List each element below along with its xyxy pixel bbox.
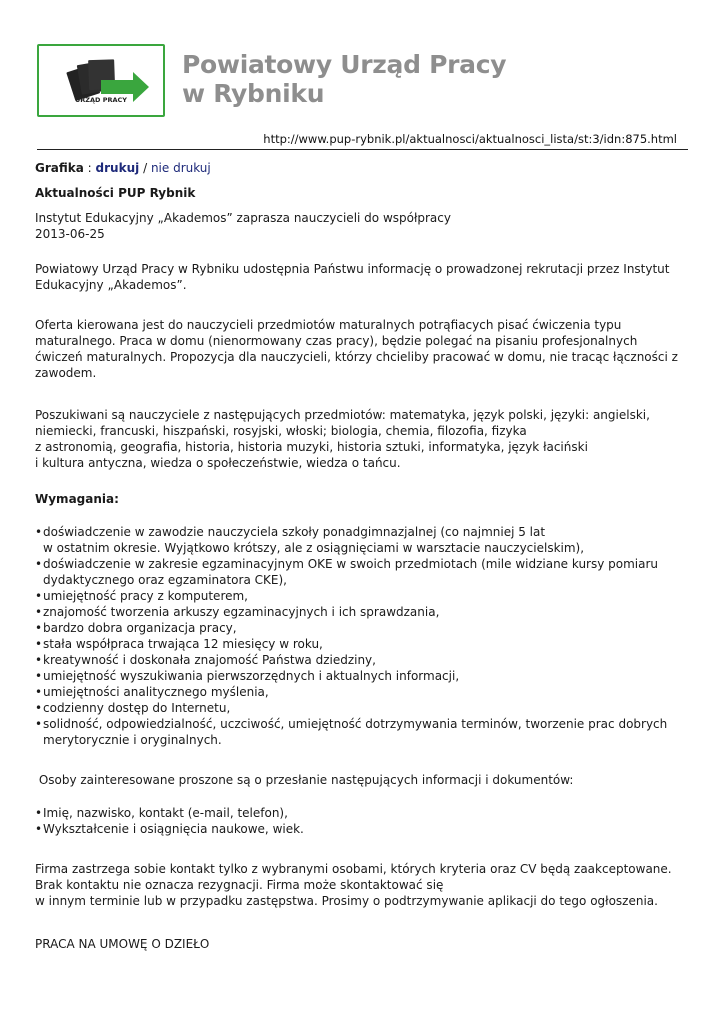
article-subjects	[35, 407, 685, 471]
documents-list	[35, 805, 685, 837]
no-print-link[interactable]: nie drukuj	[150, 161, 211, 175]
page-url: http://www.pup-rybnik.pl/aktualnosci/aktualnosci_lista/st:3/idn:875.html	[263, 132, 677, 146]
subjects-line-1: Poszukiwani są nauczyciele z następujących przedmiotów: matematyka, język polski, języki: angielski, niemiecki, francuski, hiszpański, rosyjski, włoski; biologia, chemia, filozofia, fizyka	[35, 408, 650, 438]
article-title: Instytut Edukacyjny „Akademos” zaprasza nauczycieli do współpracy	[35, 211, 451, 225]
graphics-label: Grafika	[35, 161, 84, 175]
page-header	[37, 44, 677, 119]
requirements-list	[35, 524, 685, 748]
list-item: • kreatywność i doskonała znajomość Państwa dziedziny,	[35, 652, 685, 668]
requirement-continuation: w ostatnim okresie. Wyjątkowo krótszy, ale z osiągnięciami w warsztacie nauczycielskim),	[43, 541, 585, 555]
list-item: • Wykształcenie i osiągnięcia naukowe, wiek.	[35, 821, 685, 837]
subjects-line-3: i kultura antyczna, wiedza o społeczeństwie, wiedza o tańcu.	[35, 456, 401, 470]
brand-name	[182, 50, 506, 108]
brand-line-2: w Rybniku	[182, 79, 325, 108]
list-item: • umiejętność pracy z komputerem,	[35, 588, 685, 604]
graphics-separator: :	[87, 161, 92, 175]
list-item: • Imię, nazwisko, kontakt (e-mail, telefon),	[35, 805, 685, 821]
list-item: • codzienny dostęp do Internetu,	[35, 700, 685, 716]
logo-cards-arrow-icon	[39, 46, 163, 115]
list-item: • umiejętność wyszukiwania pierwszorzędnych i aktualnych informacji,	[35, 668, 685, 684]
logo-label: URZĄD PRACY	[75, 96, 127, 104]
list-item: • stała współpraca trwająca 12 miesięcy w roku,	[35, 636, 685, 652]
graphics-slash: /	[143, 161, 148, 175]
article-offer: Oferta kierowana jest do nauczycieli przedmiotów maturalnych potrąfiacych pisać ćwiczenia typu maturalnego. Praca w domu (nienormowany czas pracy), będzie polegać na pisaniu profesjonalnych ćwiczeń maturalnych. Propozycja dla nauczycieli, którzy chcieliby pracować w domu, nie tracąc łączności z zawodem.	[35, 318, 678, 380]
list-item: • bardzo dobra organizacja pracy,	[35, 620, 685, 636]
contract-type: PRACA NA UMOWĘ O DZIEŁO	[35, 937, 210, 951]
brand-line-1: Powiatowy Urząd Pracy	[182, 50, 507, 79]
article-content	[35, 160, 685, 952]
list-item: • solidność, odpowiedzialność, uczciwość, umiejętność dotrzymywania terminów, tworzenie prac dobrych merytorycznie i oryginalnych.	[35, 716, 685, 748]
header-divider	[37, 149, 688, 150]
graphics-toggle	[35, 160, 685, 176]
print-link[interactable]: drukuj	[95, 161, 140, 175]
list-item: • doświadczenie w zakresie egzaminacyjnym OKE w swoich przedmiotach (mile widziane kursy pomiaru dydaktycznego oraz egzaminatora CKE),	[35, 556, 685, 588]
article-date: 2013-06-25	[35, 227, 105, 241]
section-title: Aktualności PUP Rybnik	[35, 186, 196, 200]
reservation-text-2: w innym terminie lub w przypadku zastępstwa. Prosimy o podtrzymywanie aplikacji do tego ogłoszenia.	[35, 894, 658, 908]
documents-intro: Osoby zainteresowane proszone są o przesłanie następujących informacji i dokumentów:	[35, 773, 574, 787]
list-item: • doświadczenie w zawodzie nauczyciela szkoły ponadgimnazjalnej (co najmniej 5 lat w ostatnim okresie. Wyjątkowo krótszy, ale z osiągnięciami w warsztacie nauczycielskim),	[35, 524, 685, 556]
logo[interactable]	[37, 44, 165, 117]
list-item: • umiejętności analitycznego myślenia,	[35, 684, 685, 700]
requirements-heading: Wymagania:	[35, 492, 119, 506]
subjects-line-2: z astronomią, geografia, historia, historia muzyki, historia sztuki, informatyka, język łaciński	[35, 440, 588, 454]
list-item: • znajomość tworzenia arkuszy egzaminacyjnych i ich sprawdzania,	[35, 604, 685, 620]
reservation-text-1: Firma zastrzega sobie kontakt tylko z wybranymi osobami, których kryteria oraz CV będą zaakceptowane. Brak kontaktu nie oznacza rezygnacji. Firma może skontaktować się	[35, 862, 672, 892]
article-intro: Powiatowy Urząd Pracy w Rybniku udostępnia Państwu informację o prowadzonej rekrutacji przez Instytut Edukacyjny „Akademos”.	[35, 262, 670, 292]
